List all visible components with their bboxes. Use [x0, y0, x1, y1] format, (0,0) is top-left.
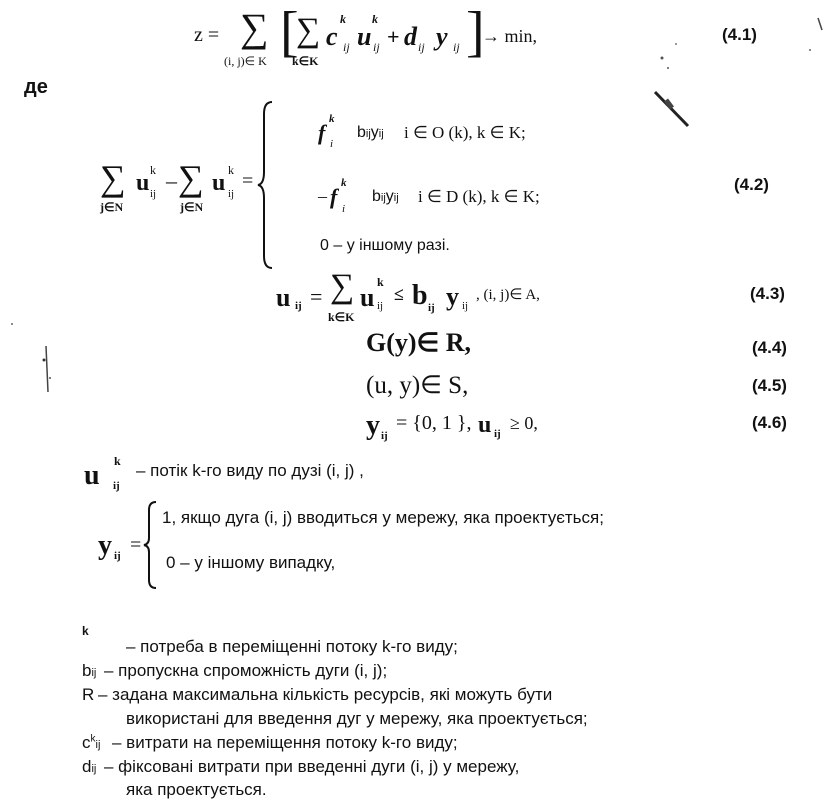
list-text: – пропускна спроможність дуги (і, j);: [104, 661, 388, 680]
sum-symbol: ∑: [100, 158, 126, 198]
list-text: – потреба в переміщенні потоку k-го виду;: [126, 637, 458, 656]
left-bracket: [: [280, 1, 299, 63]
eq4-number: (4.4): [752, 338, 787, 357]
eq3-y: y: [446, 282, 459, 311]
eq6-y: y: [366, 410, 380, 441]
case2-prefix: –: [318, 186, 327, 206]
eq2-u1: u: [136, 170, 150, 196]
case2-f: f: [330, 184, 338, 209]
eq2-u2-sub: ij: [228, 188, 235, 200]
list-symbol: $c^kij$: [82, 733, 101, 752]
where-label: де: [24, 76, 48, 98]
list-symbol: bij: [82, 661, 97, 680]
eq1-y-sub: ij: [453, 40, 460, 54]
eq1-sum-sub: (i, j)∈ K: [224, 54, 267, 68]
eq3-b: b: [412, 280, 428, 311]
def-u-sup: k: [114, 454, 121, 468]
list-text: яка проектується.: [126, 780, 267, 799]
eq1-d: d: [404, 22, 417, 51]
right-bracket: ]: [466, 1, 485, 63]
eq3-u2-sup: k: [377, 275, 384, 289]
eq3-u2: u: [360, 283, 375, 312]
eq3-u: u: [276, 283, 291, 312]
eq2-equals: =: [242, 170, 254, 192]
eq1-plus: +: [387, 24, 400, 49]
eq3-leq: ≤: [394, 284, 404, 304]
def-u-symbol: u: [84, 460, 100, 491]
eq1-u-sup: k: [372, 12, 378, 26]
list-symbol: dij: [82, 757, 97, 776]
eq2-sum1-sub: j∈N: [100, 200, 124, 214]
case2-f-sup: k: [341, 177, 347, 189]
eq2-u1-sup: k: [150, 163, 156, 177]
case1-f-sup: k: [329, 113, 335, 125]
eq6-condition: ≥ 0,: [510, 413, 538, 433]
eq2-u2-sup: k: [228, 163, 234, 177]
eq6-number: (4.6): [752, 413, 787, 432]
eq1-c-sup: k: [340, 12, 346, 26]
case1-condition: i ∈ O (k), k ∈ K;: [404, 123, 526, 142]
eq1-u: u: [357, 22, 372, 51]
case2-b: bijyij: [372, 188, 399, 205]
eq1-inner-sub: k∈K: [292, 54, 319, 68]
list-text: – витрати на переміщення потоку k-го виду;: [112, 733, 458, 752]
eq2-u1-sub: ij: [150, 188, 157, 200]
def-y-case2: 0 – у іншому випадку,: [166, 553, 336, 572]
def-y-equals: =: [130, 534, 142, 556]
eq3-y-sub: ij: [462, 300, 469, 312]
list-symbol: k: [82, 624, 89, 638]
eq5-number: (4.5): [752, 376, 787, 395]
def-u-sub: ij: [113, 480, 120, 492]
eq3-b-sub: ij: [428, 302, 435, 314]
eq3-number: (4.3): [750, 284, 785, 303]
list-text: використані для введення дуг у мережу, яка проектується;: [126, 709, 588, 728]
list-text: – задана максимальна кількість ресурсів, які можуть бути: [98, 685, 553, 704]
eq6-y-sub: ij: [381, 430, 388, 442]
eq1-c-sub: ij: [343, 40, 350, 54]
eq1-rhs: → min,: [482, 26, 538, 46]
eq3-u2-sub: ij: [377, 300, 384, 312]
eq1-d-sub: ij: [418, 40, 425, 54]
list-symbol: R: [82, 685, 95, 704]
eq1-u-sub: ij: [373, 40, 380, 54]
eq4-text: G(y)∈ R,: [366, 328, 471, 357]
eq2-u2: u: [212, 170, 226, 196]
def-y-sub: ij: [114, 550, 121, 562]
eq3-u-sub: ij: [295, 300, 302, 312]
sum-symbol: ∑: [330, 268, 355, 305]
case2-f-sub: i: [342, 203, 346, 215]
def-y-case1: 1, якщо дуга (і, j) вводиться у мережу, яка проектується;: [162, 508, 604, 527]
eq6-set: = {0, 1 },: [396, 412, 472, 434]
eq2-sum2-sub: j∈N: [180, 200, 204, 214]
eq2-number: (4.2): [734, 175, 769, 194]
case1-b: bijyij: [357, 124, 384, 141]
eq1-c: c: [326, 22, 338, 51]
eq3-equals: =: [310, 284, 323, 309]
list-text: – фіксовані витрати при введенні дуги (і, j) у мережу,: [104, 757, 520, 776]
case3-text: 0 – у іншому разі.: [320, 237, 450, 254]
eq3-sum-sub: k∈K: [328, 310, 355, 324]
def-y-symbol: y: [98, 530, 112, 561]
eq2-minus: –: [166, 168, 177, 193]
eq1-lhs: z =: [194, 24, 220, 46]
eq1-y: y: [436, 22, 448, 51]
eq3-condition: , (i, j)∈ A,: [476, 287, 540, 303]
sum-symbol-inner: ∑: [296, 12, 321, 49]
case1-f-sub: i: [330, 138, 334, 150]
eq6-u-sub: ij: [494, 428, 501, 440]
eq1-number: (4.1): [722, 25, 757, 44]
eq5-text: (u, y)∈ S,: [366, 372, 469, 399]
sum-symbol: ∑: [178, 158, 204, 198]
eq6-u: u: [478, 412, 492, 438]
def-u-text: – потік k-го виду по дузі (і, j) ,: [136, 461, 364, 480]
case2-condition: i ∈ D (k), k ∈ K;: [418, 187, 540, 206]
case1-f: f: [318, 120, 326, 145]
sum-symbol: ∑: [240, 5, 269, 50]
